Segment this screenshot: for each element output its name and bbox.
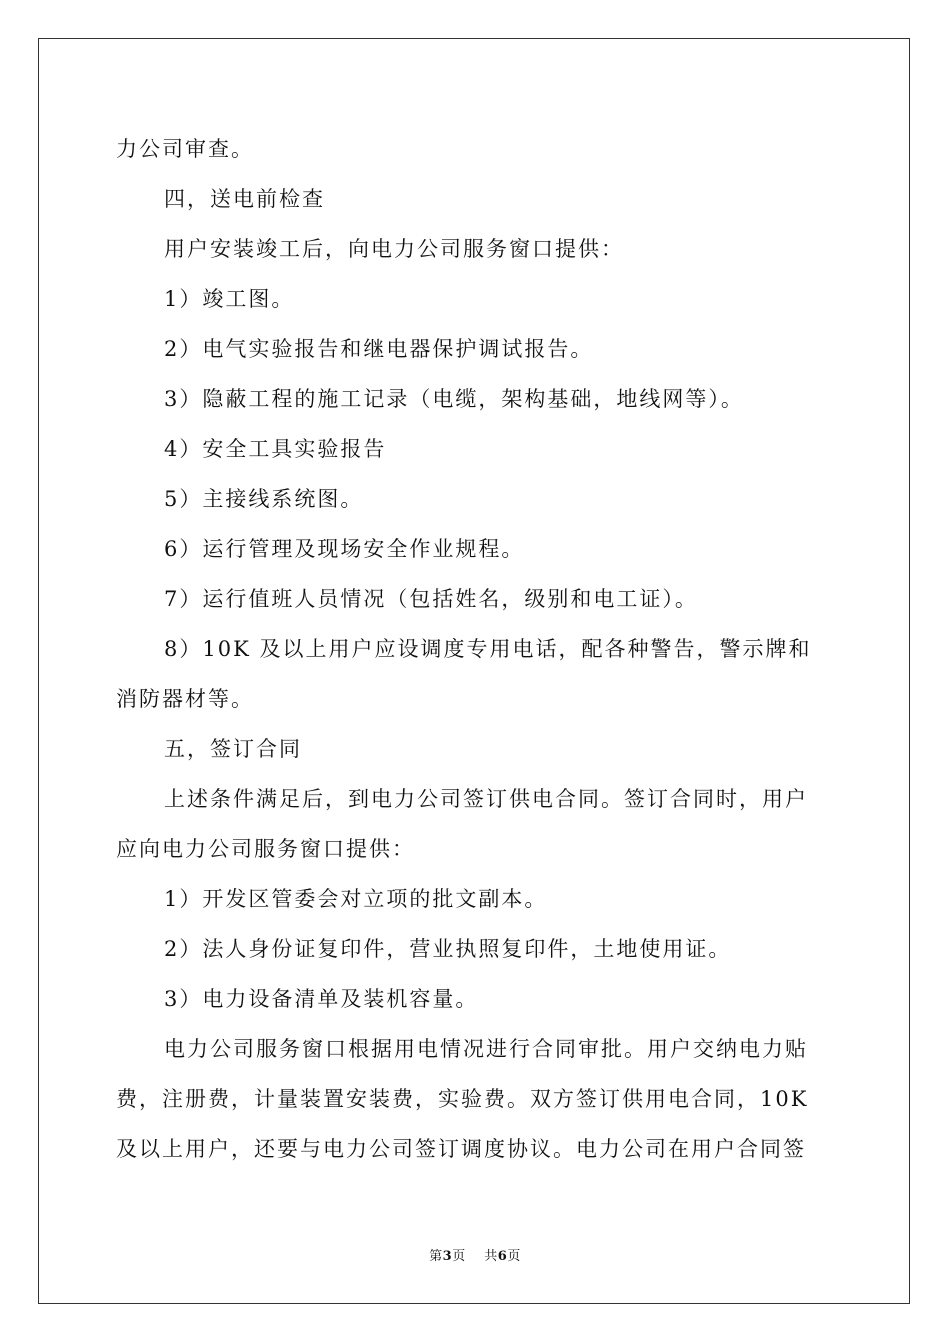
list-item: 6）运行管理及现场安全作业规程。: [164, 537, 525, 561]
page-prefix: 第: [429, 1249, 443, 1264]
paragraph-line: 力公司审查。: [116, 137, 254, 161]
section-heading: 五，签订合同: [164, 737, 302, 761]
list-item: 2）电气实验报告和继电器保护调试报告。: [164, 337, 594, 361]
list-item: 3）电力设备清单及装机容量。: [164, 987, 479, 1011]
paragraph-line: 及以上用户，还要与电力公司签订调度协议。电力公司在用户合同签: [116, 1137, 806, 1161]
list-item: 5）主接线系统图。: [164, 487, 364, 511]
list-item: 2）法人身份证复印件，营业执照复印件，土地使用证。: [164, 937, 732, 961]
page-border: [38, 38, 910, 1304]
page-suffix: 页: [452, 1249, 466, 1264]
section-heading: 四，送电前检查: [164, 187, 325, 211]
page-total: 6: [497, 1249, 508, 1264]
list-item: 8）10K 及以上用户应设调度专用电话，配各种警告，警示牌和: [164, 637, 812, 661]
paragraph-line: 电力公司服务窗口根据用电情况进行合同审批。用户交纳电力贴: [164, 1037, 808, 1061]
list-item: 4）安全工具实验报告: [164, 437, 387, 461]
paragraph-line: 费，注册费，计量装置安装费，实验费。双方签订供用电合同，10K: [116, 1087, 809, 1111]
list-item: 1）开发区管委会对立项的批文副本。: [164, 887, 548, 911]
paragraph-line: 用户安装竣工后，向电力公司服务窗口提供：: [164, 237, 624, 261]
list-item: 1）竣工图。: [164, 287, 295, 311]
list-item-continuation: 消防器材等。: [116, 687, 254, 711]
list-item: 3）隐蔽工程的施工记录（电缆，架构基础，地线网等）。: [164, 387, 744, 411]
paragraph-line: 上述条件满足后，到电力公司签订供电合同。签订合同时，用户: [164, 787, 808, 811]
page-footer: [0, 1248, 950, 1266]
page-current: 3: [442, 1249, 453, 1264]
paragraph-line: 应向电力公司服务窗口提供：: [116, 837, 415, 861]
list-item: 7）运行值班人员情况（包括姓名，级别和电工证）。: [164, 587, 698, 611]
total-prefix: 共: [484, 1249, 498, 1264]
total-suffix: 页: [507, 1249, 521, 1264]
